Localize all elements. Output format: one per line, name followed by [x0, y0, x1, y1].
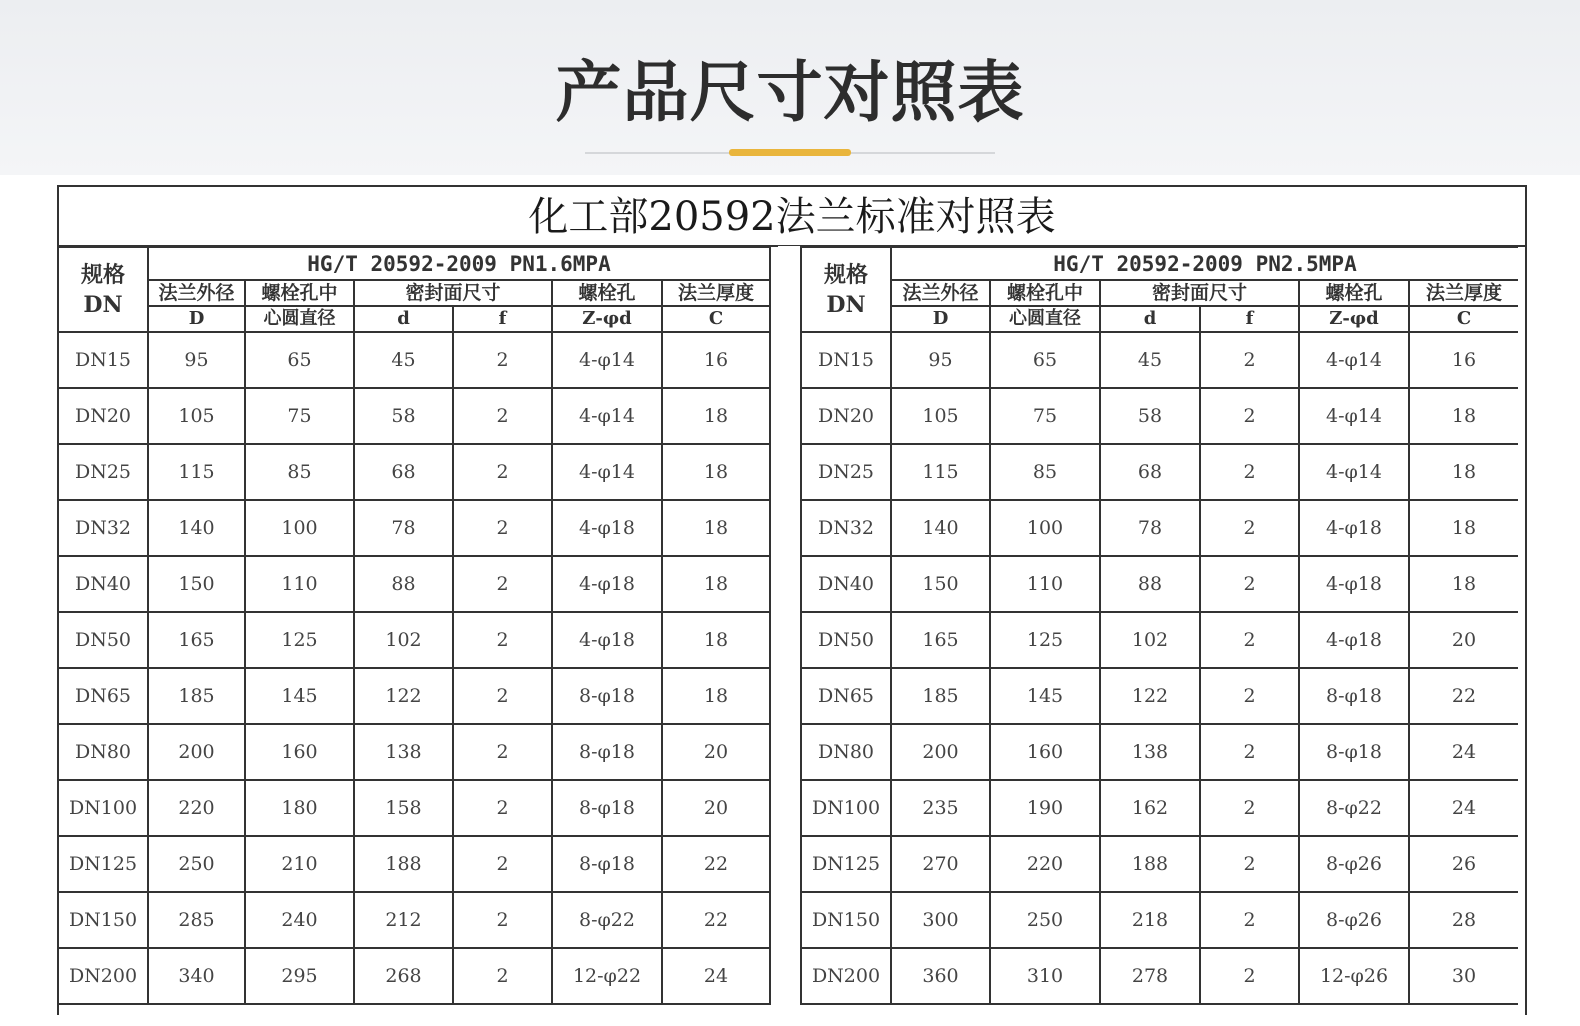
thickness-header: 法兰厚度: [1409, 280, 1518, 306]
cell-flange-od: 185: [891, 668, 990, 724]
cell-bolt-holes: 8-φ18: [1299, 668, 1409, 724]
bolt-hole-header: 螺栓孔: [1299, 280, 1409, 306]
cell-seal-d: 278: [1100, 948, 1200, 1004]
cell-bolt-holes: 8-φ18: [552, 724, 662, 780]
cell-dn: DN15: [801, 332, 891, 388]
table-row: [801, 500, 1518, 556]
table-row: [59, 892, 770, 948]
cell-bolt-circle: 250: [990, 892, 1100, 948]
cell-seal-d: 58: [1100, 388, 1200, 444]
cell-dn: DN100: [59, 780, 148, 836]
cell-flange-od: 200: [891, 724, 990, 780]
cell-dn: DN125: [59, 836, 148, 892]
cell-dn: DN20: [59, 388, 148, 444]
cell-seal-f: 2: [453, 332, 552, 388]
cell-bolt-circle: 220: [990, 836, 1100, 892]
cell-bolt-circle: 190: [990, 780, 1100, 836]
table-row: [801, 556, 1518, 612]
cell-seal-d: 122: [354, 668, 453, 724]
seal-d-symbol: d: [1100, 306, 1200, 332]
table-row: [59, 724, 770, 780]
bolt-circle-header-line2: 心圆直径: [990, 306, 1100, 332]
cell-seal-d: 218: [1100, 892, 1200, 948]
cell-dn: DN80: [801, 724, 891, 780]
cell-bolt-holes: 4-φ18: [1299, 612, 1409, 668]
cell-thickness: 26: [1409, 836, 1518, 892]
cell-seal-f: 2: [453, 948, 552, 1004]
table-row: [801, 836, 1518, 892]
cell-seal-f: 2: [1200, 780, 1299, 836]
cell-thickness: 18: [662, 500, 770, 556]
cell-seal-f: 2: [1200, 556, 1299, 612]
cell-dn: DN32: [801, 500, 891, 556]
cell-dn: DN25: [801, 444, 891, 500]
seal-face-header: 密封面尺寸: [1100, 280, 1299, 306]
cell-flange-od: 140: [148, 500, 245, 556]
cell-thickness: 18: [1409, 500, 1518, 556]
cell-seal-f: 2: [1200, 724, 1299, 780]
cell-bolt-holes: 4-φ18: [552, 500, 662, 556]
standard-label: HG/T 20592-2009 PN1.6MPA: [148, 247, 770, 280]
cell-dn: DN40: [59, 556, 148, 612]
cell-bolt-holes: 8-φ18: [552, 836, 662, 892]
flange-od-header: 法兰外径: [148, 280, 245, 306]
cell-seal-d: 158: [354, 780, 453, 836]
cell-dn: DN125: [801, 836, 891, 892]
cell-dn: DN32: [59, 500, 148, 556]
cell-seal-f: 2: [453, 780, 552, 836]
flange-standard-sheet: [57, 185, 1527, 1015]
cell-bolt-holes: 4-φ14: [552, 388, 662, 444]
bolt-hole-symbol: Z-φd: [552, 306, 662, 332]
cell-dn: DN65: [801, 668, 891, 724]
pn16-table: [59, 246, 771, 1005]
cell-bolt-holes: 8-φ26: [1299, 836, 1409, 892]
cell-flange-od: 165: [148, 612, 245, 668]
table-gap: [778, 246, 800, 1026]
cell-flange-od: 285: [148, 892, 245, 948]
bolt-circle-header-line2: 心圆直径: [245, 306, 354, 332]
cell-seal-f: 2: [1200, 892, 1299, 948]
cell-bolt-holes: 8-φ18: [552, 668, 662, 724]
table-row: [59, 332, 770, 388]
cell-seal-f: 2: [453, 444, 552, 500]
cell-flange-od: 220: [148, 780, 245, 836]
cell-bolt-circle: 145: [245, 668, 354, 724]
cell-thickness: 18: [662, 444, 770, 500]
cell-bolt-circle: 85: [245, 444, 354, 500]
table-row: [59, 388, 770, 444]
cell-seal-d: 138: [354, 724, 453, 780]
cell-flange-od: 340: [148, 948, 245, 1004]
table-row: [801, 948, 1518, 1004]
spec-header: 规格 DN: [59, 247, 148, 332]
flange-od-symbol: D: [891, 306, 990, 332]
cell-bolt-circle: 310: [990, 948, 1100, 1004]
cell-seal-f: 2: [1200, 332, 1299, 388]
cell-seal-f: 2: [453, 612, 552, 668]
cell-bolt-holes: 4-φ14: [552, 444, 662, 500]
bolt-circle-header-line1: 螺栓孔中: [245, 280, 354, 306]
cell-seal-d: 188: [354, 836, 453, 892]
cell-bolt-holes: 4-φ14: [552, 332, 662, 388]
table-row: [59, 948, 770, 1004]
seal-d-symbol: d: [354, 306, 453, 332]
thickness-header: 法兰厚度: [662, 280, 770, 306]
cell-thickness: 24: [1409, 780, 1518, 836]
cell-thickness: 18: [662, 668, 770, 724]
table-row: [801, 612, 1518, 668]
cell-bolt-holes: 8-φ26: [1299, 892, 1409, 948]
sheet-title: 化工部20592法兰标准对照表: [59, 187, 1525, 247]
cell-bolt-circle: 75: [990, 388, 1100, 444]
cell-bolt-circle: 100: [245, 500, 354, 556]
cell-seal-d: 88: [354, 556, 453, 612]
cell-flange-od: 150: [891, 556, 990, 612]
cell-seal-f: 2: [1200, 668, 1299, 724]
table-row: [801, 892, 1518, 948]
cell-seal-d: 102: [1100, 612, 1200, 668]
table-row: [59, 836, 770, 892]
cell-flange-od: 250: [148, 836, 245, 892]
cell-seal-d: 162: [1100, 780, 1200, 836]
cell-thickness: 24: [1409, 724, 1518, 780]
cell-seal-f: 2: [453, 556, 552, 612]
cell-bolt-holes: 4-φ18: [1299, 556, 1409, 612]
cell-bolt-holes: 4-φ18: [1299, 500, 1409, 556]
cell-seal-f: 2: [1200, 500, 1299, 556]
cell-thickness: 22: [662, 836, 770, 892]
cell-flange-od: 115: [891, 444, 990, 500]
cell-thickness: 22: [1409, 668, 1518, 724]
cell-seal-f: 2: [453, 892, 552, 948]
table-row: [59, 780, 770, 836]
cell-seal-f: 2: [453, 388, 552, 444]
cell-dn: DN100: [801, 780, 891, 836]
cell-seal-d: 45: [354, 332, 453, 388]
cell-dn: DN80: [59, 724, 148, 780]
cell-thickness: 18: [1409, 556, 1518, 612]
cell-flange-od: 95: [148, 332, 245, 388]
cell-seal-d: 68: [354, 444, 453, 500]
table-row: [801, 780, 1518, 836]
cell-thickness: 22: [662, 892, 770, 948]
cell-seal-f: 2: [1200, 444, 1299, 500]
cell-bolt-circle: 210: [245, 836, 354, 892]
cell-flange-od: 300: [891, 892, 990, 948]
table-row: [59, 668, 770, 724]
cell-flange-od: 105: [891, 388, 990, 444]
cell-flange-od: 105: [148, 388, 245, 444]
cell-thickness: 28: [1409, 892, 1518, 948]
cell-flange-od: 165: [891, 612, 990, 668]
cell-bolt-circle: 100: [990, 500, 1100, 556]
cell-seal-f: 2: [453, 500, 552, 556]
bolt-circle-header-line1: 螺栓孔中: [990, 280, 1100, 306]
table-row: [59, 444, 770, 500]
cell-dn: DN50: [801, 612, 891, 668]
cell-bolt-circle: 65: [990, 332, 1100, 388]
pn25-table: [800, 246, 1518, 1005]
cell-seal-d: 122: [1100, 668, 1200, 724]
cell-thickness: 18: [662, 556, 770, 612]
cell-thickness: 20: [1409, 612, 1518, 668]
standard-label: HG/T 20592-2009 PN2.5MPA: [891, 247, 1518, 280]
cell-flange-od: 235: [891, 780, 990, 836]
cell-flange-od: 200: [148, 724, 245, 780]
cell-bolt-holes: 8-φ18: [1299, 724, 1409, 780]
cell-dn: DN65: [59, 668, 148, 724]
cell-seal-d: 68: [1100, 444, 1200, 500]
cell-seal-d: 212: [354, 892, 453, 948]
cell-bolt-holes: 8-φ22: [552, 892, 662, 948]
page-title: 产品尺寸对照表: [555, 54, 1025, 131]
cell-thickness: 20: [662, 724, 770, 780]
cell-bolt-holes: 4-φ14: [1299, 388, 1409, 444]
cell-seal-f: 2: [453, 668, 552, 724]
cell-bolt-holes: 4-φ14: [1299, 332, 1409, 388]
cell-thickness: 20: [662, 780, 770, 836]
cell-dn: DN50: [59, 612, 148, 668]
cell-flange-od: 185: [148, 668, 245, 724]
cell-seal-f: 2: [1200, 612, 1299, 668]
cell-thickness: 18: [1409, 444, 1518, 500]
cell-flange-od: 270: [891, 836, 990, 892]
cell-dn: DN150: [59, 892, 148, 948]
cell-bolt-circle: 75: [245, 388, 354, 444]
table-row: [801, 332, 1518, 388]
seal-f-symbol: f: [1200, 306, 1299, 332]
table-row: [59, 500, 770, 556]
cell-thickness: 18: [1409, 388, 1518, 444]
cell-dn: DN200: [59, 948, 148, 1004]
spec-header: 规格 DN: [801, 247, 891, 332]
cell-bolt-circle: 240: [245, 892, 354, 948]
flange-od-symbol: D: [148, 306, 245, 332]
cell-flange-od: 115: [148, 444, 245, 500]
cell-dn: DN150: [801, 892, 891, 948]
cell-thickness: 18: [662, 388, 770, 444]
table-row: [801, 668, 1518, 724]
cell-bolt-circle: 160: [990, 724, 1100, 780]
seal-f-symbol: f: [453, 306, 552, 332]
flange-od-header: 法兰外径: [891, 280, 990, 306]
bolt-hole-header: 螺栓孔: [552, 280, 662, 306]
cell-seal-d: 78: [354, 500, 453, 556]
header-banner: [0, 0, 1580, 175]
table-row: [801, 724, 1518, 780]
cell-seal-d: 188: [1100, 836, 1200, 892]
cell-dn: DN20: [801, 388, 891, 444]
cell-seal-d: 58: [354, 388, 453, 444]
cell-seal-d: 88: [1100, 556, 1200, 612]
cell-dn: DN40: [801, 556, 891, 612]
cell-seal-d: 78: [1100, 500, 1200, 556]
bolt-hole-symbol: Z-φd: [1299, 306, 1409, 332]
cell-bolt-circle: 110: [990, 556, 1100, 612]
cell-seal-f: 2: [1200, 948, 1299, 1004]
cell-dn: DN25: [59, 444, 148, 500]
cell-flange-od: 95: [891, 332, 990, 388]
cell-bolt-circle: 145: [990, 668, 1100, 724]
cell-thickness: 16: [1409, 332, 1518, 388]
cell-bolt-holes: 8-φ22: [1299, 780, 1409, 836]
cell-bolt-circle: 160: [245, 724, 354, 780]
cell-bolt-holes: 12-φ26: [1299, 948, 1409, 1004]
cell-flange-od: 360: [891, 948, 990, 1004]
cell-seal-f: 2: [1200, 836, 1299, 892]
table-row: [59, 612, 770, 668]
table-row: [59, 556, 770, 612]
cell-seal-f: 2: [1200, 388, 1299, 444]
cell-bolt-circle: 125: [990, 612, 1100, 668]
cell-flange-od: 140: [891, 500, 990, 556]
table-row: [801, 444, 1518, 500]
cell-bolt-circle: 65: [245, 332, 354, 388]
cell-flange-od: 150: [148, 556, 245, 612]
cell-bolt-holes: 12-φ22: [552, 948, 662, 1004]
thickness-symbol: C: [1409, 306, 1518, 332]
cell-dn: DN200: [801, 948, 891, 1004]
table-row: [801, 388, 1518, 444]
cell-bolt-circle: 295: [245, 948, 354, 1004]
cell-bolt-circle: 85: [990, 444, 1100, 500]
thickness-symbol: C: [662, 306, 770, 332]
cell-bolt-circle: 125: [245, 612, 354, 668]
cell-thickness: 18: [662, 612, 770, 668]
cell-seal-d: 45: [1100, 332, 1200, 388]
cell-thickness: 16: [662, 332, 770, 388]
cell-bolt-holes: 4-φ14: [1299, 444, 1409, 500]
cell-thickness: 24: [662, 948, 770, 1004]
cell-bolt-holes: 4-φ18: [552, 556, 662, 612]
title-accent-bar: [729, 149, 851, 156]
cell-seal-f: 2: [453, 724, 552, 780]
seal-face-header: 密封面尺寸: [354, 280, 552, 306]
cell-bolt-holes: 8-φ18: [552, 780, 662, 836]
cell-bolt-holes: 4-φ18: [552, 612, 662, 668]
cell-seal-d: 102: [354, 612, 453, 668]
cell-seal-d: 138: [1100, 724, 1200, 780]
cell-seal-d: 268: [354, 948, 453, 1004]
cell-bolt-circle: 110: [245, 556, 354, 612]
cell-thickness: 30: [1409, 948, 1518, 1004]
cell-dn: DN15: [59, 332, 148, 388]
cell-bolt-circle: 180: [245, 780, 354, 836]
cell-seal-f: 2: [453, 836, 552, 892]
